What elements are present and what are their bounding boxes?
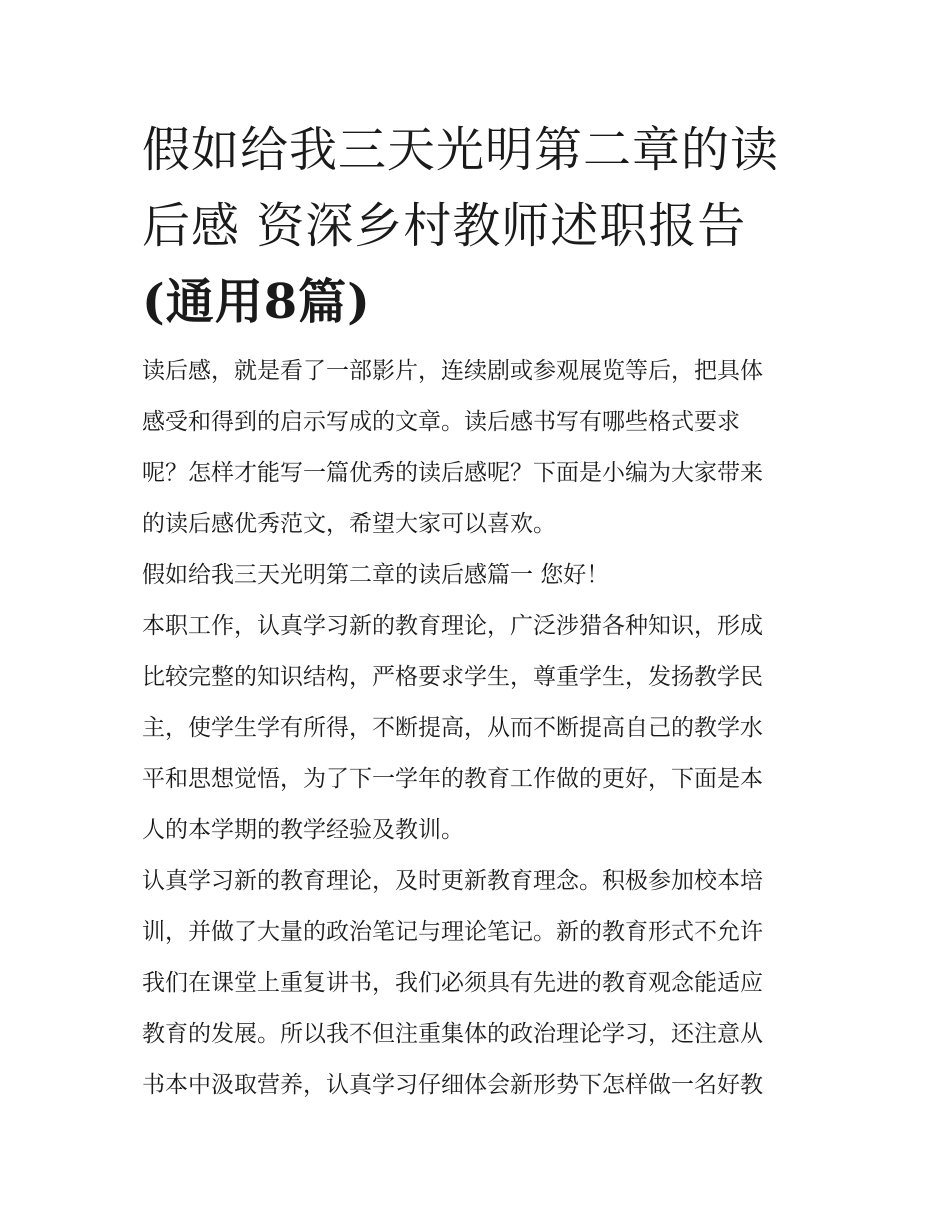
title-line: 后感 资深乡村教师述职报告	[142, 198, 747, 254]
text-line: 感受和得到的启示写成的文章。读后感书写有哪些格式要求	[142, 409, 740, 435]
document-title	[142, 112, 812, 340]
document-content	[142, 112, 812, 1111]
text-line: 认真学习新的教育理论，及时更新教育理念。积极参加校本培	[142, 868, 763, 894]
text-line: 平和思想觉悟，为了下一学年的教育工作做的更好，下面是本	[142, 766, 763, 792]
text-line: 呢？怎样才能写一篇优秀的读后感呢？下面是小编为大家带来	[142, 460, 763, 486]
text-line: 人的本学期的教学经验及教训。	[142, 817, 464, 843]
text-line: 教育的发展。所以我不但注重集体的政治理论学习，还注意从	[142, 1021, 763, 1047]
text-line: 的读后感优秀范文，希望大家可以喜欢。	[142, 511, 556, 537]
text-line: 比较完整的知识结构，严格要求学生，尊重学生，发扬教学民	[142, 664, 763, 690]
text-line: 读后感，就是看了一部影片，连续剧或参观展览等后，把具体	[142, 358, 763, 384]
text-line: 主，使学生学有所得，不断提高，从而不断提高自己的教学水	[142, 715, 763, 741]
text-line: 本职工作，认真学习新的教育理论，广泛涉猎各种知识，形成	[142, 613, 763, 639]
text-line: 假如给我三天光明第二章的读后感篇一 您好！	[142, 562, 610, 588]
text-line: 训，并做了大量的政治笔记与理论笔记。新的教育形式不允许	[142, 919, 763, 945]
paragraph-body-2	[142, 856, 812, 1111]
title-line: (通用8篇)	[142, 274, 371, 330]
paragraph-intro	[142, 346, 812, 550]
title-line: 假如给我三天光明第二章的读	[142, 122, 780, 178]
paragraph-body-1	[142, 601, 812, 856]
text-line: 我们在课堂上重复讲书，我们必须具有先进的教育观念能适应	[142, 970, 763, 996]
text-line: 书本中汲取营养，认真学习仔细体会新形势下怎样做一名好教	[142, 1072, 763, 1098]
paragraph-section-heading	[142, 550, 812, 601]
